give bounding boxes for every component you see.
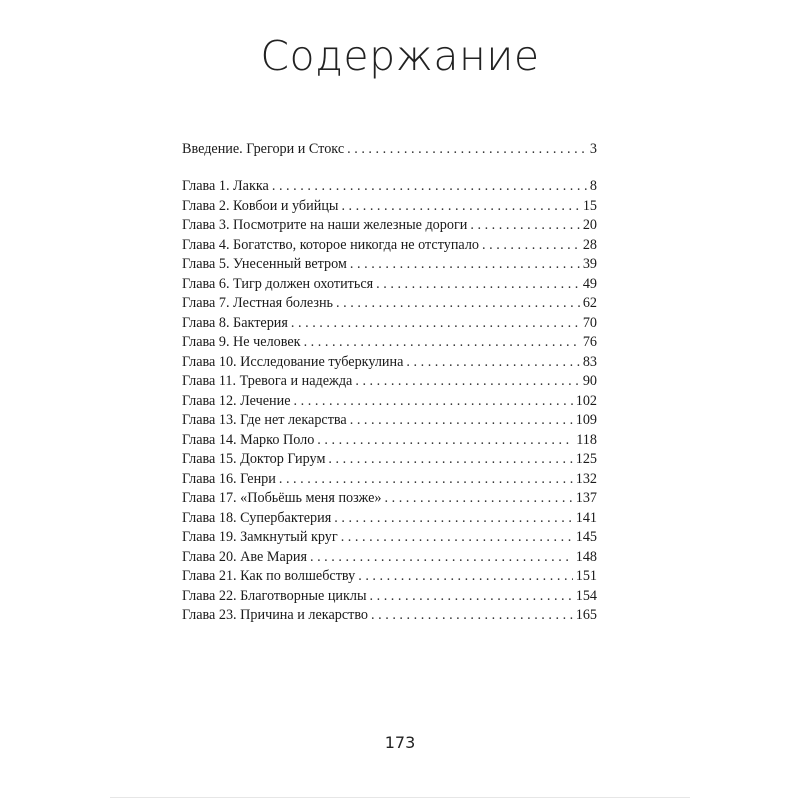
- dot-leader: [304, 333, 580, 353]
- toc-entry: [182, 411, 597, 431]
- toc-entry: [182, 236, 597, 256]
- toc-entry-page: 148: [575, 548, 597, 565]
- toc-entry: [182, 333, 597, 353]
- toc-entry: [182, 275, 597, 295]
- dot-leader: [279, 470, 573, 490]
- toc-entry: [182, 294, 597, 314]
- toc-entry-label: Глава 21. Как по волшебству: [182, 568, 356, 584]
- toc-entry-page: 76: [582, 334, 597, 350]
- toc-entry-label: Глава 20. Аве Мария: [182, 548, 307, 565]
- toc-entry: [182, 548, 597, 568]
- toc-entry-page: 154: [575, 587, 597, 604]
- dot-leader: [294, 392, 573, 412]
- toc-entry-label: Глава 17. «Побьёшь меня позже»: [182, 490, 382, 506]
- dot-leader: [482, 236, 580, 256]
- toc-entry: [182, 314, 597, 334]
- toc-entry-label: Глава 23. Причина и лекарство: [182, 607, 369, 623]
- toc-entry-page: 39: [582, 256, 597, 272]
- toc-entry: [182, 197, 597, 217]
- toc-entry-page: 83: [582, 353, 597, 370]
- toc-entry-page: 145: [575, 529, 597, 545]
- toc-entry-label: Глава 7. Лестная болезнь: [182, 295, 334, 311]
- toc-entry: [182, 606, 597, 626]
- toc-entry-label: Глава 4. Богатство, которое никогда не отступало: [182, 236, 480, 253]
- toc-entry: [182, 392, 597, 412]
- toc-entry-page: 118: [576, 431, 597, 448]
- toc-entry: [182, 431, 597, 451]
- bottom-divider: [110, 797, 690, 798]
- dot-leader: [347, 140, 587, 160]
- toc-entry: [182, 587, 597, 607]
- toc-entry-intro: [182, 140, 597, 160]
- dot-leader: [385, 489, 573, 509]
- toc-entry-label: Глава 2. Ковбои и убийцы: [182, 197, 339, 214]
- page-number: 173: [384, 733, 416, 752]
- dot-leader: [350, 411, 573, 431]
- dot-leader: [470, 216, 579, 236]
- page-title: Содержание: [260, 32, 540, 80]
- toc-entry: [182, 255, 597, 275]
- toc-entry-label: Глава 10. Исследование туберкулина: [182, 353, 404, 370]
- toc-entry-label: Глава 5. Унесенный ветром: [182, 256, 347, 272]
- dot-leader: [291, 314, 580, 334]
- toc-entry: [182, 177, 597, 197]
- dot-leader: [317, 431, 573, 451]
- toc-entry-label: Глава 15. Доктор Гирум: [182, 451, 326, 467]
- dot-leader: [358, 567, 572, 587]
- toc-entry-page: 109: [575, 412, 597, 428]
- toc-entry: [182, 509, 597, 529]
- toc-entry-page: 90: [582, 373, 597, 389]
- dot-leader: [341, 197, 579, 217]
- toc-entry-page: 28: [582, 236, 597, 253]
- dot-leader: [272, 177, 587, 197]
- toc-entry-page: 70: [582, 314, 597, 331]
- toc-entry-page: 62: [582, 295, 597, 311]
- toc-entry: [182, 216, 597, 236]
- dot-leader: [310, 548, 573, 568]
- toc-entry-page: 141: [575, 509, 597, 526]
- toc-entry-page: 49: [582, 275, 597, 292]
- dot-leader: [341, 528, 573, 548]
- toc-entry-label: Глава 13. Где нет лекарства: [182, 412, 347, 428]
- toc-entry-page: 137: [575, 490, 597, 506]
- toc-entry: [182, 489, 597, 509]
- toc-entry-page: 151: [575, 568, 597, 584]
- dot-leader: [336, 294, 580, 314]
- toc-entry-label: Введение. Грегори и Стокс: [182, 141, 345, 157]
- toc-entry-page: 20: [582, 217, 597, 233]
- toc-entry-page: 125: [575, 451, 597, 467]
- toc-entry-label: Глава 22. Благотворные циклы: [182, 587, 367, 604]
- dot-leader: [370, 587, 573, 607]
- dot-leader: [334, 509, 572, 529]
- toc-entry: [182, 567, 597, 587]
- toc-entry: [182, 450, 597, 470]
- toc-entry-label: Глава 11. Тревога и надежда: [182, 373, 353, 389]
- toc-chapter-list: [182, 177, 597, 626]
- toc-entry-page: 8: [589, 178, 597, 194]
- dot-leader: [371, 606, 573, 626]
- toc-entry: [182, 528, 597, 548]
- toc-entry-label: Глава 9. Не человек: [182, 334, 301, 350]
- dot-leader: [355, 372, 579, 392]
- dot-leader: [328, 450, 572, 470]
- toc-entry-page: 132: [575, 470, 597, 487]
- toc-entry-label: Глава 18. Супербактерия: [182, 509, 332, 526]
- dot-leader: [350, 255, 580, 275]
- toc-entry-label: Глава 14. Марко Поло: [182, 431, 315, 448]
- dot-leader: [406, 353, 579, 373]
- toc-entry: [182, 470, 597, 490]
- toc-entry-label: Глава 3. Посмотрите на наши железные дороги: [182, 217, 468, 233]
- dot-leader: [376, 275, 580, 295]
- toc-entry: [182, 372, 597, 392]
- toc-entry-page: 165: [575, 607, 597, 623]
- toc-intro: [182, 140, 597, 160]
- toc-entry-label: Глава 19. Замкнутый круг: [182, 529, 338, 545]
- toc-entry-label: Глава 16. Генри: [182, 470, 276, 487]
- toc-entry-page: 3: [589, 141, 597, 157]
- toc-entry-label: Глава 6. Тигр должен охотиться: [182, 275, 374, 292]
- toc-entry: [182, 353, 597, 373]
- toc-entry-label: Глава 12. Лечение: [182, 392, 291, 409]
- toc-entry-label: Глава 1. Лакка: [182, 178, 269, 194]
- toc-entry-page: 102: [575, 392, 597, 409]
- toc-entry-label: Глава 8. Бактерия: [182, 314, 288, 331]
- toc-entry-page: 15: [582, 197, 597, 214]
